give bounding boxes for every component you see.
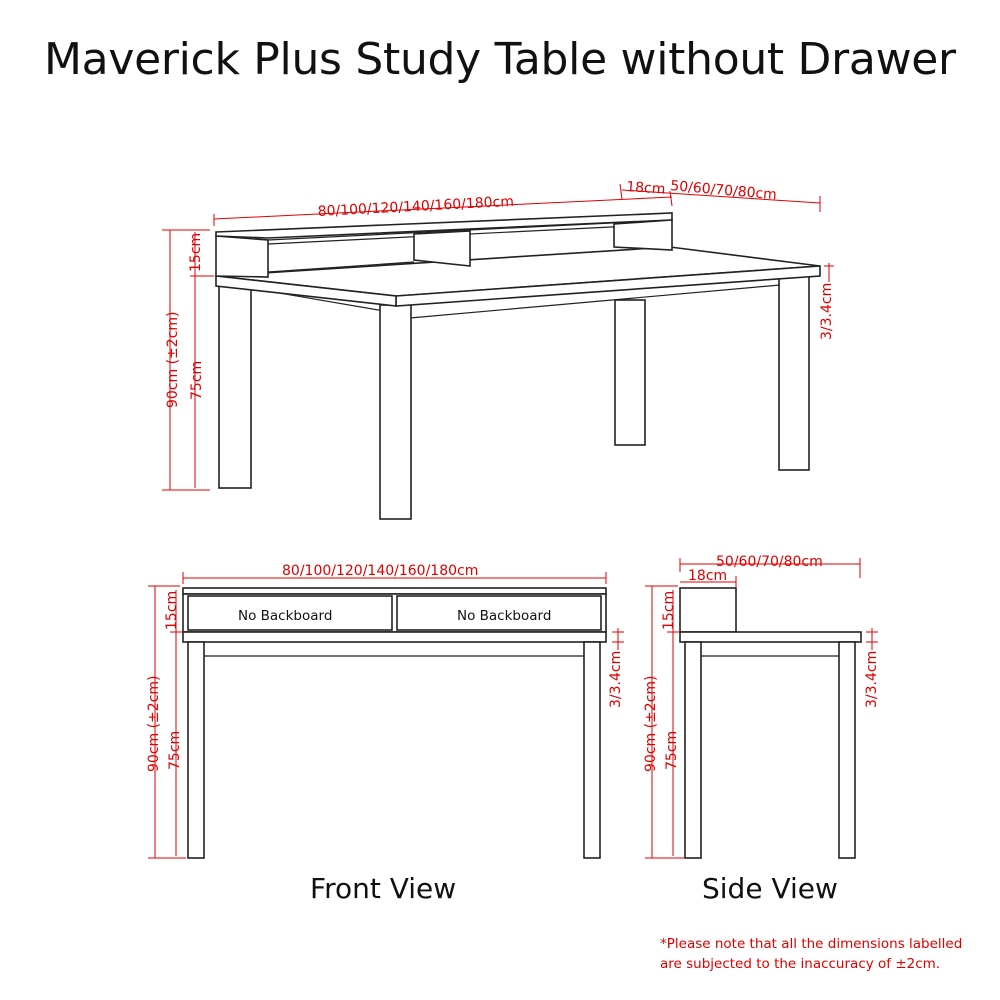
right-leg (779, 276, 809, 470)
persp-depth-dim: 50/60/70/80cm (669, 178, 778, 204)
front-hutch-top (183, 588, 606, 594)
back-right-leg (615, 300, 645, 445)
persp-hutch-height-dim: 15cm (188, 232, 204, 272)
side-view (643, 554, 880, 858)
page-title: Maverick Plus Study Table without Drawer (44, 34, 956, 85)
front-width-dim: 80/100/120/140/160/180cm (282, 563, 479, 579)
front-leg-right (584, 642, 600, 858)
side-hutch-depth-dim: 18cm (688, 568, 728, 584)
side-table-height-dim: 75cm (664, 730, 680, 770)
hutch-divider (414, 231, 470, 266)
front-top-thickness-dim: 3/3.4cm (608, 650, 624, 708)
front-view (146, 563, 624, 858)
no-backboard-right: No Backboard (457, 608, 552, 624)
disclaimer-note (660, 934, 962, 974)
front-leg (380, 305, 411, 519)
side-total-height-dim: 90cm (±2cm) (643, 675, 659, 772)
left-leg (219, 283, 251, 488)
note-line-2: are subjected to the inaccuracy of ±2cm. (660, 956, 941, 972)
front-tabletop (183, 632, 606, 642)
front-total-height-dim: 90cm (±2cm) (146, 675, 162, 772)
front-leg-left (188, 642, 204, 858)
side-depth-dim: 50/60/70/80cm (716, 554, 823, 570)
hutch-right-end (614, 220, 672, 250)
persp-hutch-depth-dim: 18cm (625, 179, 666, 198)
perspective-view (162, 178, 835, 519)
hutch-left-end (216, 236, 268, 277)
side-tabletop (680, 632, 861, 642)
side-view-label: Side View (702, 872, 838, 905)
side-hutch-height-dim: 15cm (661, 590, 677, 630)
persp-table-height-dim: 75cm (189, 360, 205, 400)
persp-total-height-dim: 90cm (±2cm) (165, 311, 181, 408)
side-leg-front (685, 642, 701, 858)
no-backboard-left: No Backboard (238, 608, 333, 624)
persp-top-thickness-dim: 3/3.4cm (819, 282, 835, 340)
front-hutch-height-dim: 15cm (164, 590, 180, 630)
front-table-height-dim: 75cm (167, 730, 183, 770)
side-hutch (680, 588, 736, 632)
side-leg-back (839, 642, 855, 858)
side-top-thickness-dim: 3/3.4cm (864, 650, 880, 708)
note-line-1: *Please note that all the dimensions labelled (660, 936, 963, 952)
front-view-label: Front View (310, 872, 457, 905)
persp-width-dim: 80/100/120/140/160/180cm (317, 193, 515, 220)
